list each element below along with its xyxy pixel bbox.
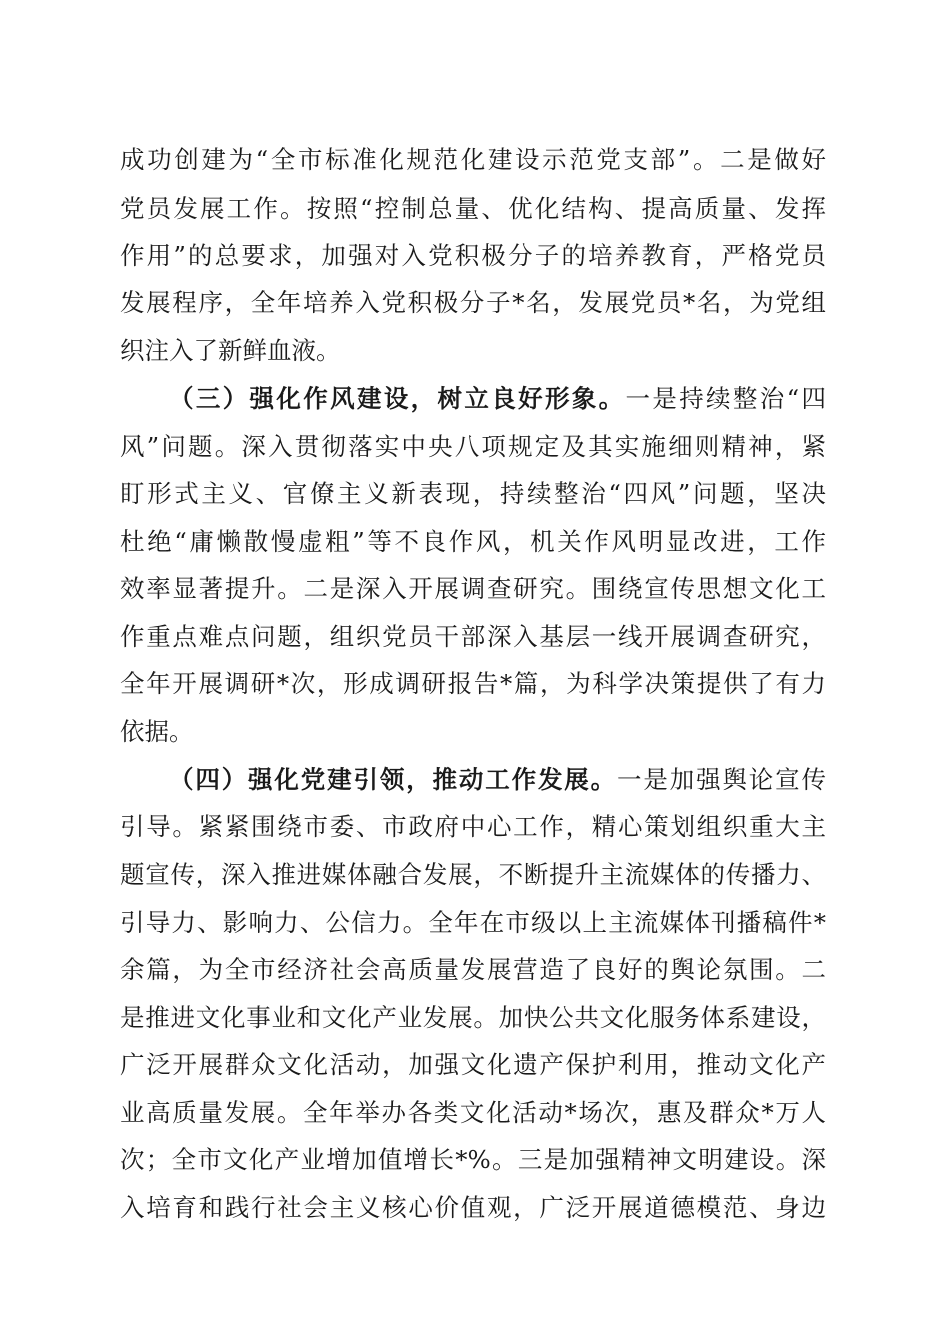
- section-heading: （三）强化作风建设，树立良好形象。: [169, 384, 626, 413]
- body-text: 一是持续整治“四: [625, 384, 826, 413]
- body-text-line: 发展程序，全年培养入党积极分子*名，发展党员*名，为党组: [120, 288, 826, 317]
- body-text-line: 盯形式主义、官僚主义新表现，持续整治“四风”问题，坚决: [120, 479, 826, 508]
- body-text-line: 全年开展调研*次，形成调研报告*篇，为科学决策提供了有力: [120, 669, 826, 698]
- body-text-line: 效率显著提升。二是深入开展调查研究。围绕宣传思想文化工: [120, 574, 826, 603]
- body-text-line: 是推进文化事业和文化产业发展。加快公共文化服务体系建设，: [120, 1003, 826, 1032]
- body-text-line: 引导。紧紧围绕市委、市政府中心工作，精心策划组织重大主: [120, 812, 826, 841]
- body-text-line: 引导力、影响力、公信力。全年在市级以上主流媒体刊播稿件*: [120, 908, 826, 937]
- body-text-line: 入培育和践行社会主义核心价值观，广泛开展道德模范、身边: [120, 1193, 826, 1222]
- body-text-line: 次；全市文化产业增加值增长*%。三是加强精神文明建设。深: [120, 1145, 826, 1174]
- section-first-line: [169, 760, 826, 800]
- body-text-line: 广泛开展群众文化活动，加强文化遗产保护利用，推动文化产: [120, 1050, 826, 1079]
- section-heading: （四）强化党建引领，推动工作发展。: [169, 765, 618, 794]
- body-text-line: 作用”的总要求，加强对入党积极分子的培养教育，严格党员: [120, 241, 826, 270]
- body-text-line: 成功创建为“全市标准化规范化建设示范党支部”。二是做好: [120, 145, 826, 174]
- body-text-line: 织注入了新鲜血液。: [120, 336, 341, 365]
- body-text-line: 杜绝“庸懒散慢虚粗”等不良作风，机关作风明显改进，工作: [120, 527, 826, 556]
- body-text-line: 风”问题。深入贯彻落实中央八项规定及其实施细则精神，紧: [120, 432, 826, 461]
- body-text-line: 余篇，为全市经济社会高质量发展营造了良好的舆论氛围。二: [120, 955, 826, 984]
- body-text-line: 党员发展工作。按照“控制总量、优化结构、提高质量、发挥: [120, 194, 826, 223]
- section-first-line: [169, 379, 826, 419]
- body-text-line: 题宣传，深入推进媒体融合发展，不断提升主流媒体的传播力、: [120, 860, 826, 889]
- body-text: 一是加强舆论宣传: [617, 765, 827, 794]
- body-text-line: 依据。: [120, 717, 194, 746]
- body-text-line: 业高质量发展。全年举办各类文化活动*场次，惠及群众*万人: [120, 1098, 826, 1127]
- body-text-line: 作重点难点问题，组织党员干部深入基层一线开展调查研究，: [120, 622, 826, 651]
